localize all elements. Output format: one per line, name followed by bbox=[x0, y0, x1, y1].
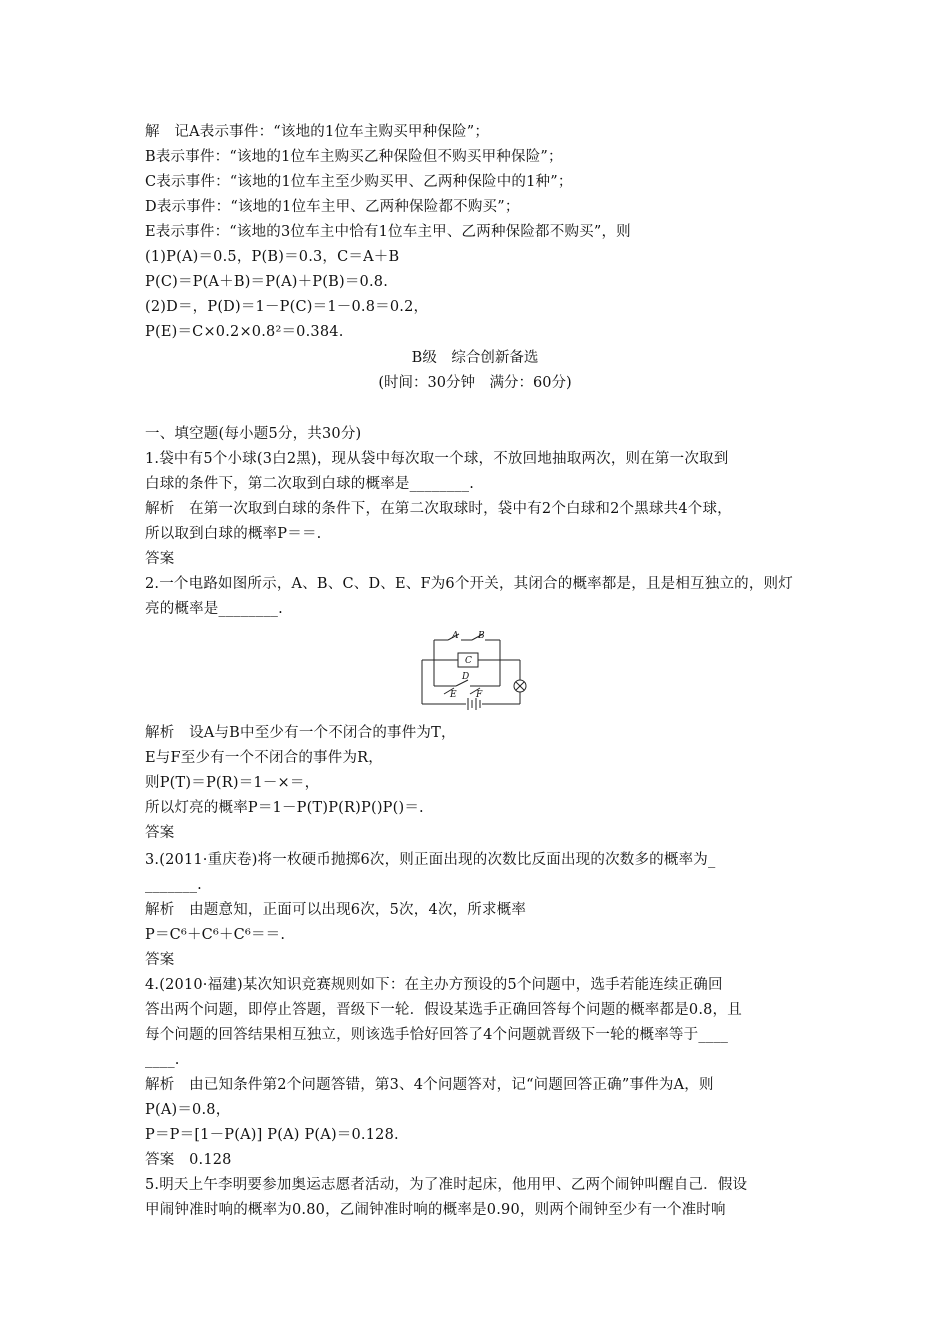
circuit-diagram bbox=[414, 628, 538, 710]
text-line: C表示事件：“该地的1位车主至少购买甲、乙两种保险中的1种”； bbox=[145, 174, 573, 190]
text-line: 所以取到白球的概率P＝＝. bbox=[145, 526, 322, 542]
text-line: P＝P＝[1－P(A)] P(A) P(A)＝0.128. bbox=[145, 1127, 399, 1143]
switch-label-d: D bbox=[462, 672, 470, 682]
text-line: 解 记A表示事件：“该地的1位车主购买甲种保险”； bbox=[145, 124, 490, 140]
text-line: 一、填空题(每小题5分，共30分) bbox=[145, 426, 362, 442]
text-line: 答出两个问题，即停止答题，晋级下一轮．假设某选手正确回答每个问题的概率都是0.8，且 bbox=[145, 1002, 742, 1018]
text-line: 5.明天上午李明要参加奥运志愿者活动，为了准时起床，他用甲、乙两个闹钟叫醒自己．假设 bbox=[145, 1177, 748, 1193]
text-line: 3.(2011·重庆卷)将一枚硬币抛掷6次，则正面出现的次数比反面出现的次数多的概率为_ bbox=[145, 852, 716, 868]
text-line: (1)P(A)＝0.5，P(B)＝0.3，C＝A＋B bbox=[145, 249, 400, 265]
text-line: 白球的条件下，第二次取到白球的概率是________. bbox=[145, 476, 475, 492]
section-title: B级 综合创新备选 bbox=[411, 350, 539, 366]
switch-label-f: F bbox=[476, 690, 483, 700]
text-line: E表示事件：“该地的3位车主中恰有1位车主甲、乙两种保险都不购买”，则 bbox=[145, 224, 631, 240]
section-subtitle: (时间：30分钟 满分：60分) bbox=[378, 375, 572, 391]
text-line: 解析 由题意知，正面可以出现6次，5次，4次，所求概率 bbox=[145, 902, 527, 918]
switch-label-b: B bbox=[478, 631, 485, 641]
answer-line: 答案 0.128 bbox=[145, 1152, 232, 1168]
text-line: 解析 由已知条件第2个问题答错，第3、4个问题答对，记“问题回答正确”事件为A，则 bbox=[145, 1077, 714, 1093]
text-line: 甲闹钟准时响的概率为0.80，乙闹钟准时响的概率是0.90，则两个闹钟至少有一个准时响 bbox=[145, 1202, 726, 1218]
text-line: P(A)＝0.8， bbox=[145, 1102, 231, 1118]
text-line: 解析 在第一次取到白球的条件下，在第二次取球时，袋中有2个白球和2个黑球共4个球， bbox=[145, 501, 732, 517]
text-line: 1.袋中有5个小球(3白2黑)，现从袋中每次取一个球，不放回地抽取两次，则在第一次取到 bbox=[145, 451, 729, 467]
text-line: P(E)＝C×0.2×0.8²＝0.384. bbox=[145, 324, 344, 340]
text-line: 所以灯亮的概率P＝1－P(T)P(R)P()P()＝. bbox=[145, 800, 424, 816]
text-line: (2)D＝，P(D)＝1－P(C)＝1－0.8＝0.2， bbox=[145, 299, 429, 315]
text-line: 则P(T)＝P(R)＝1－×＝， bbox=[145, 775, 320, 791]
text-line: _______. bbox=[145, 877, 202, 893]
switch-label-e: E bbox=[450, 690, 457, 700]
text-line: 每个问题的回答结果相互独立，则该选手恰好回答了4个问题就晋级下一轮的概率等于____ bbox=[145, 1027, 729, 1043]
text-line: P(C)＝P(A＋B)＝P(A)＋P(B)＝0.8. bbox=[145, 274, 388, 290]
text-line: 2.一个电路如图所示，A、B、C、D、E、F为6个开关，其闭合的概率都是，且是相互独立的，则灯 bbox=[145, 576, 793, 592]
switch-label-c: C bbox=[465, 656, 472, 666]
answer-label: 答案 bbox=[145, 551, 175, 567]
text-line: 4.(2010·福建)某次知识竞赛规则如下：在主办方预设的5个问题中，选手若能连续正确回 bbox=[145, 977, 723, 993]
text-line: E与F至少有一个不闭合的事件为R， bbox=[145, 750, 383, 766]
answer-label: 答案 bbox=[145, 825, 175, 841]
text-line: P＝C⁶＋C⁶＋C⁶＝＝. bbox=[145, 927, 286, 943]
text-line: D表示事件：“该地的1位车主甲、乙两种保险都不购买”； bbox=[145, 199, 520, 215]
switch-label-a: A bbox=[452, 631, 459, 641]
text-line: B表示事件：“该地的1位车主购买乙种保险但不购买甲种保险”； bbox=[145, 149, 563, 165]
text-line: 亮的概率是________. bbox=[145, 601, 283, 617]
text-line: ____. bbox=[145, 1052, 180, 1068]
answer-label: 答案 bbox=[145, 952, 175, 968]
text-line: 解析 设A与B中至少有一个不闭合的事件为T， bbox=[145, 725, 456, 741]
